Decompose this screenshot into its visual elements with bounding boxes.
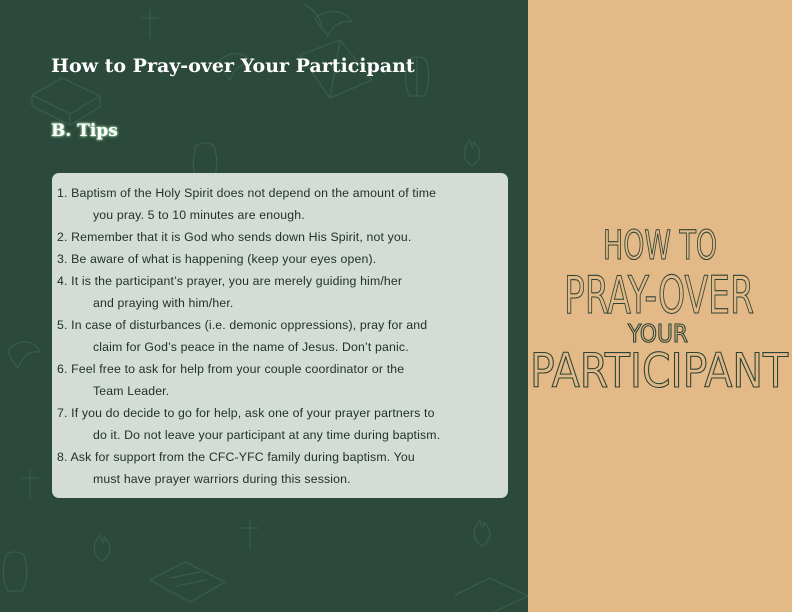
tip-item <box>57 358 504 402</box>
tip-text: 1. Baptism of the Holy Spirit does not depend on the amount of time <box>57 186 437 200</box>
tip-item <box>57 402 504 446</box>
dove-doodle-icon <box>305 5 352 36</box>
tip-text: 7. If you do decide to go for help, ask one of your prayer partners to <box>57 406 435 420</box>
tip-text: 3. Be aware of what is happening (keep your eyes open). <box>57 252 377 266</box>
tip-continuation: claim for God’s peace in the name of Jesus. Don’t panic. <box>93 340 409 354</box>
tips-list <box>57 182 504 490</box>
feature-title <box>528 0 792 612</box>
section-heading: B. Tips <box>51 121 118 141</box>
tip-item <box>57 446 504 490</box>
tip-continuation: must have prayer warriors during this session. <box>93 472 351 486</box>
bible-doodle-icon <box>455 578 528 612</box>
right-panel <box>528 0 792 612</box>
feature-title-line-pray-over: PRAY-OVER <box>564 266 754 326</box>
tip-text: 8. Ask for support from the CFC-YFC family during baptism. You <box>57 450 415 464</box>
feature-title-line-your: YOUR <box>627 319 688 348</box>
tip-text: 2. Remember that it is God who sends down His Spirit, not you. <box>57 230 412 244</box>
tip-continuation: do it. Do not leave your participant at any time during baptism. <box>93 428 441 442</box>
tip-item <box>57 226 504 248</box>
tip-text: 4. It is the participant’s prayer, you are merely guiding him/her <box>57 274 403 288</box>
tip-item <box>57 270 504 314</box>
page-title: How to Pray-over Your Participant <box>51 55 415 77</box>
bible-doodle-icon <box>150 562 225 602</box>
tip-text: 5. In case of disturbances (i.e. demonic oppressions), pray for and <box>57 318 428 332</box>
tip-continuation: you pray. 5 to 10 minutes are enough. <box>93 208 305 222</box>
feature-title-line-how-to: HOW TO <box>603 223 717 269</box>
tip-item <box>57 314 504 358</box>
tip-continuation: Team Leader. <box>93 384 170 398</box>
bible-doodle-icon <box>32 78 100 125</box>
tips-box <box>52 173 508 498</box>
tip-item <box>57 182 504 226</box>
dove-doodle-icon <box>8 342 40 368</box>
tip-text: 6. Feel free to ask for help from your couple coordinator or the <box>57 362 405 376</box>
tip-continuation: and praying with him/her. <box>93 296 234 310</box>
praying-hands-doodle-icon <box>3 552 27 591</box>
tip-item <box>57 248 504 270</box>
feature-title-line-participant: PARTICIPANT <box>530 344 789 399</box>
